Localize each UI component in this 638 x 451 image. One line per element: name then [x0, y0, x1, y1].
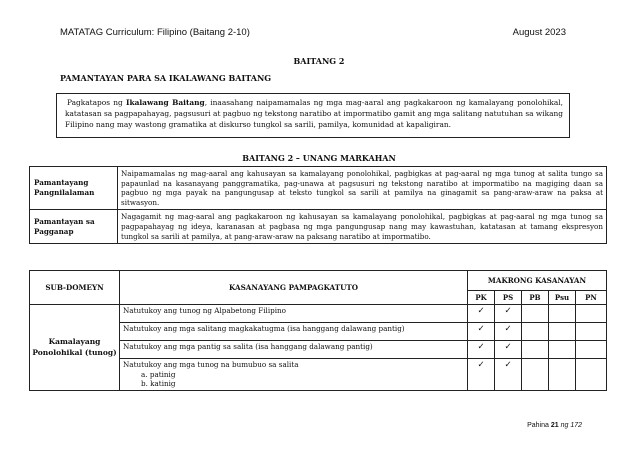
document-header-title: MATATAG Curriculum: Filipino (Baitang 2-10)	[60, 27, 250, 38]
grade-title: BAITANG 2	[293, 56, 345, 66]
macro-col-header: PS	[495, 291, 522, 305]
quarter-title: BAITANG 2 – UNANG MARKAHAN	[242, 153, 396, 163]
page-footer	[527, 422, 582, 429]
subdomain-header: SUB-DOMEYN	[30, 271, 120, 305]
competency-header: KASANAYANG PAMPAGKATUTO	[120, 271, 468, 305]
macro-col-header: Psu	[549, 291, 576, 305]
document-header-date: August 2023	[512, 27, 566, 38]
content-standard-text: Naipamamalas ng mag-aaral ang kahusayan sa kamalayang ponolohikal, pagbigkas at pag-aaral ng mga tunog at salita tungo sa papaunlad na kasanayang panggramatika, pag-unawa at pagsusuri ng tekstong naratibo at impormatibo na magiging daan sa pagbuo ng mga payak na pangungusap at teksto tungkol sa sarili at pamilya na ginagamit sa pang-araw-araw na paksa at sitwasyon.	[118, 167, 607, 210]
macro-skills-header: MAKRONG KASANAYAN	[468, 271, 607, 291]
performance-standard-label: Pamantayan sa Pagganap	[30, 210, 118, 244]
competency-cell	[120, 341, 468, 359]
empty-check-cell	[522, 323, 549, 341]
macro-col-header: PB	[522, 291, 549, 305]
macro-col-header: PK	[468, 291, 495, 305]
empty-check-cell	[549, 359, 576, 391]
check-icon: ✓	[495, 305, 522, 323]
competency-cell	[120, 323, 468, 341]
competency-rows	[30, 305, 607, 391]
check-icon: ✓	[468, 323, 495, 341]
standard-prefix: Pagkatapos ng	[67, 98, 126, 107]
competency-text: Natutukoy ang mga salitang magkakatugma (isa hanggang dalawang pantig)	[123, 324, 405, 333]
check-icon: ✓	[495, 323, 522, 341]
standards-row	[30, 167, 607, 210]
empty-check-cell	[522, 359, 549, 391]
check-icon: ✓	[495, 341, 522, 359]
empty-check-cell	[576, 305, 607, 323]
standard-grade: Ikalawang Baitang	[126, 98, 205, 107]
competency-cell	[120, 305, 468, 323]
empty-check-cell	[549, 323, 576, 341]
competency-subitem: b. katinig	[141, 379, 176, 388]
competency-text: Natutukoy ang tunog ng Alpabetong Filipino	[123, 306, 287, 315]
empty-check-cell	[522, 305, 549, 323]
empty-check-cell	[576, 341, 607, 359]
performance-standard-text: Nagagamit ng mag-aaral ang pagkakaroon ng kahusayan sa kamalayang ponolohikal, pagbigkas at pag-aaral ng mga tunog sa pagpapahayag ng ideya, karanasan at pagbasa ng mga pangungusap nang may kawastuhan, katatasan at tamang ekspresyon tungkol sa sarili at pamilya, at pang-araw-araw na paksang naratibo at impormatibo.	[118, 210, 607, 244]
page-total: 172	[570, 422, 582, 429]
check-icon: ✓	[468, 341, 495, 359]
empty-check-cell	[576, 359, 607, 391]
empty-check-cell	[576, 323, 607, 341]
standards-table	[29, 166, 607, 244]
grade-standard-box	[56, 93, 570, 138]
page-number: 21	[550, 422, 559, 429]
content-standard-label: Pamantayang Pangnilalaman	[30, 167, 118, 210]
subdomain-cell: Kamalayang Ponolohikal (tunog)	[30, 305, 120, 391]
footer-of: ng	[558, 422, 571, 429]
competency-text: Natutukoy ang mga pantig sa salita (isa hanggang dalawang pantig)	[123, 342, 373, 351]
table-row	[30, 305, 607, 323]
macro-col-header: PN	[576, 291, 607, 305]
empty-check-cell	[522, 341, 549, 359]
check-icon: ✓	[468, 305, 495, 323]
competency-cell	[120, 359, 468, 391]
empty-check-cell	[549, 305, 576, 323]
empty-check-cell	[549, 341, 576, 359]
competency-table	[29, 270, 607, 391]
competency-subitem: a. patinig	[141, 369, 176, 379]
standards-row	[30, 210, 607, 244]
check-icon: ✓	[495, 359, 522, 391]
footer-prefix: Pahina	[527, 422, 551, 429]
check-icon: ✓	[468, 359, 495, 391]
competency-text: Natutukoy ang mga tunog na bumubuo sa salita	[123, 360, 299, 369]
standard-text: , inaasahang naipamamalas ng mga mag-aaral ang pagkakaroon ng kamalayang ponolohikal, katatasan sa pagpapahayag, pagsusuri at pagbuo ng tekstong naratibo at impormatibo gamit ang mga salitang natutuhan sa wikang Filipino nang may wastong gramatika at diskurso tungkol sa sarili, pamilya, komunidad at kapaligiran.	[65, 98, 564, 129]
section-title: PAMANTAYAN PARA SA IKALAWANG BAITANG	[60, 73, 272, 83]
